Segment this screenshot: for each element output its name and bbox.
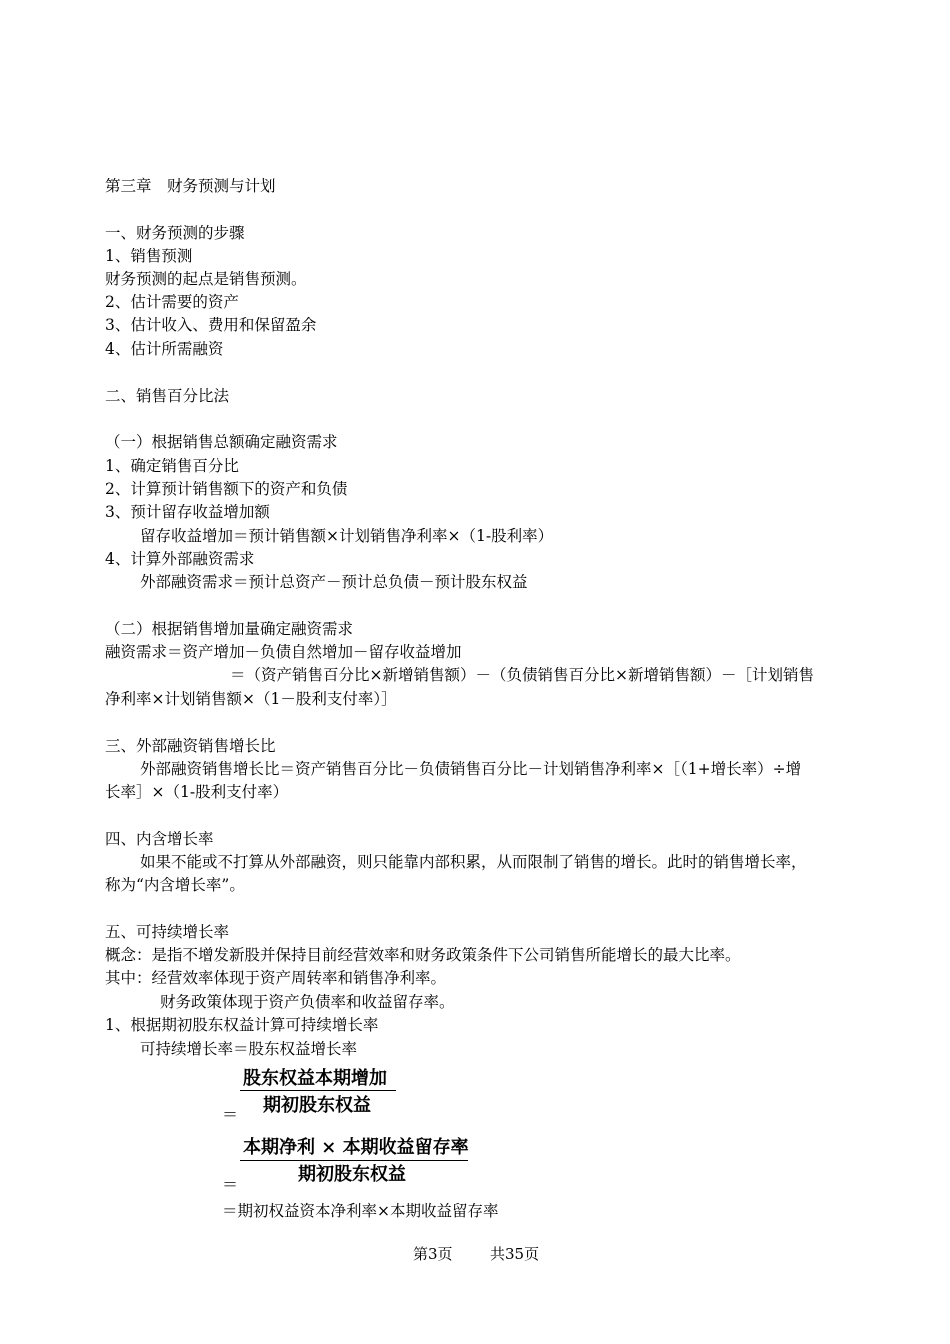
formula: 留存收益增加＝预计销售额×计划销售净利率×（1-股利率） (140, 527, 554, 545)
paragraph: 概念：是指不增发新股并保持目前经营效率和财务政策条件下公司销售所能增长的最大比率。 (105, 946, 741, 964)
formula: 可持续增长率＝股东权益增长率 (140, 1040, 358, 1058)
list-item: 2、估计需要的资产 (105, 293, 239, 311)
subsection-heading: （二）根据销售增加量确定融资需求 (105, 620, 354, 638)
list-item: 4、估计所需融资 (105, 340, 224, 358)
section-heading: 二、销售百分比法 (105, 387, 230, 405)
formula: 外部融资销售增长比＝资产销售百分比－负债销售百分比－计划销售净利率×［（1+增长率）÷增 (140, 760, 802, 778)
list-item: 1、销售预测 (105, 247, 193, 265)
page-number: 第3页 (413, 1245, 453, 1263)
fraction-denominator: 期初股东权益 (298, 1164, 406, 1185)
formula: ＝（资产销售百分比×新增销售额）－（负债销售百分比×新增销售额）－［计划销售 (230, 666, 814, 684)
list-item: 4、计算外部融资需求 (105, 550, 255, 568)
chapter-title: 第三章 财务预测与计划 (105, 177, 276, 195)
formula: 净利率×计划销售额×（1－股利支付率）］ (105, 690, 397, 708)
paragraph: 称为“内含增长率”。 (105, 876, 245, 894)
equals-sign: ＝ (222, 1175, 239, 1194)
paragraph: 其中：经营效率体现于资产周转率和销售净利率。 (105, 969, 447, 987)
list-item: 3、预计留存收益增加额 (105, 503, 270, 521)
list-item: 3、估计收入、费用和保留盈余 (105, 316, 317, 334)
section-heading: 四、内含增长率 (105, 830, 214, 848)
list-item: 1、根据期初股东权益计算可持续增长率 (105, 1016, 379, 1034)
subsection-heading: （一）根据销售总额确定融资需求 (105, 433, 338, 451)
fraction-numerator: 股东权益本期增加 (243, 1068, 387, 1089)
paragraph: 如果不能或不打算从外部融资，则只能靠内部积累，从而限制了销售的增长。此时的销售增长率， (140, 853, 807, 871)
equals-sign: ＝ (222, 1105, 239, 1124)
list-item: 1、确定销售百分比 (105, 457, 239, 475)
section-heading: 一、财务预测的步骤 (105, 224, 245, 242)
fraction-numerator: 本期净利 × 本期收益留存率 (243, 1137, 469, 1158)
fraction-denominator: 期初股东权益 (263, 1095, 371, 1116)
section-heading: 三、外部融资销售增长比 (105, 737, 276, 755)
page-total: 共35页 (490, 1245, 540, 1263)
paragraph: 财务预测的起点是销售预测。 (105, 270, 307, 288)
section-heading: 五、可持续增长率 (105, 923, 230, 941)
paragraph: 财务政策体现于资产负债率和收益留存率。 (160, 993, 455, 1011)
formula: 融资需求＝资产增加－负债自然增加－留存收益增加 (105, 643, 462, 661)
formula: 外部融资需求＝预计总资产－预计总负债－预计股东权益 (140, 573, 528, 591)
formula: 长率］×（1-股利支付率） (105, 783, 289, 801)
formula: ＝期初权益资本净利率×本期收益留存率 (222, 1202, 499, 1220)
list-item: 2、计算预计销售额下的资产和负债 (105, 480, 348, 498)
